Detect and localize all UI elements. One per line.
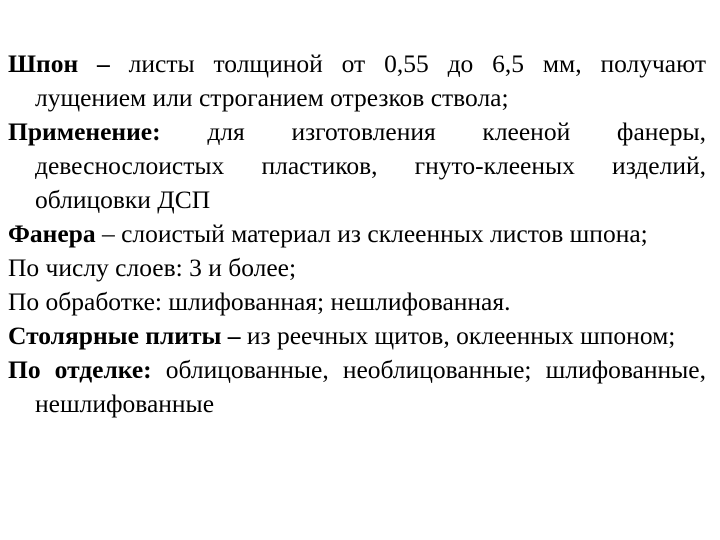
text-joinery-boards: из реечных щитов, оклеенных шпоном; xyxy=(240,321,676,350)
term-joinery-boards: Столярные плиты – xyxy=(8,321,241,350)
term-finish: По отделке: xyxy=(8,355,152,384)
text-layers: По числу слоев: 3 и более; xyxy=(8,253,297,282)
paragraph-application xyxy=(8,115,706,217)
paragraph-plywood xyxy=(8,217,706,251)
text-plywood: – слоистый материал из склеенных листов шпона; xyxy=(95,219,648,248)
term-shpon: Шпон – xyxy=(8,49,110,78)
text-shpon: листы толщиной от 0,55 до 6,5 мм, получают лущением или строганием отрезков ствола; xyxy=(35,49,706,112)
term-application: Применение: xyxy=(8,117,161,146)
paragraph-joinery-boards xyxy=(8,319,706,353)
paragraph-layers xyxy=(8,251,706,285)
text-processing: По обработке: шлифованная; нешлифованная. xyxy=(8,287,511,316)
text-finish: облицованные, необлицованные; шлифованные, нешлифованные xyxy=(35,355,706,418)
term-plywood: Фанера xyxy=(8,219,96,248)
paragraph-processing xyxy=(8,285,706,319)
text-application: для изготовления клееной фанеры, девеснослоистых пластиков, гнуто-клееных изделий, облицовки ДСП xyxy=(35,117,706,214)
paragraph-shpon xyxy=(8,47,706,115)
slide-text-body xyxy=(8,47,706,421)
paragraph-finish xyxy=(8,353,706,421)
